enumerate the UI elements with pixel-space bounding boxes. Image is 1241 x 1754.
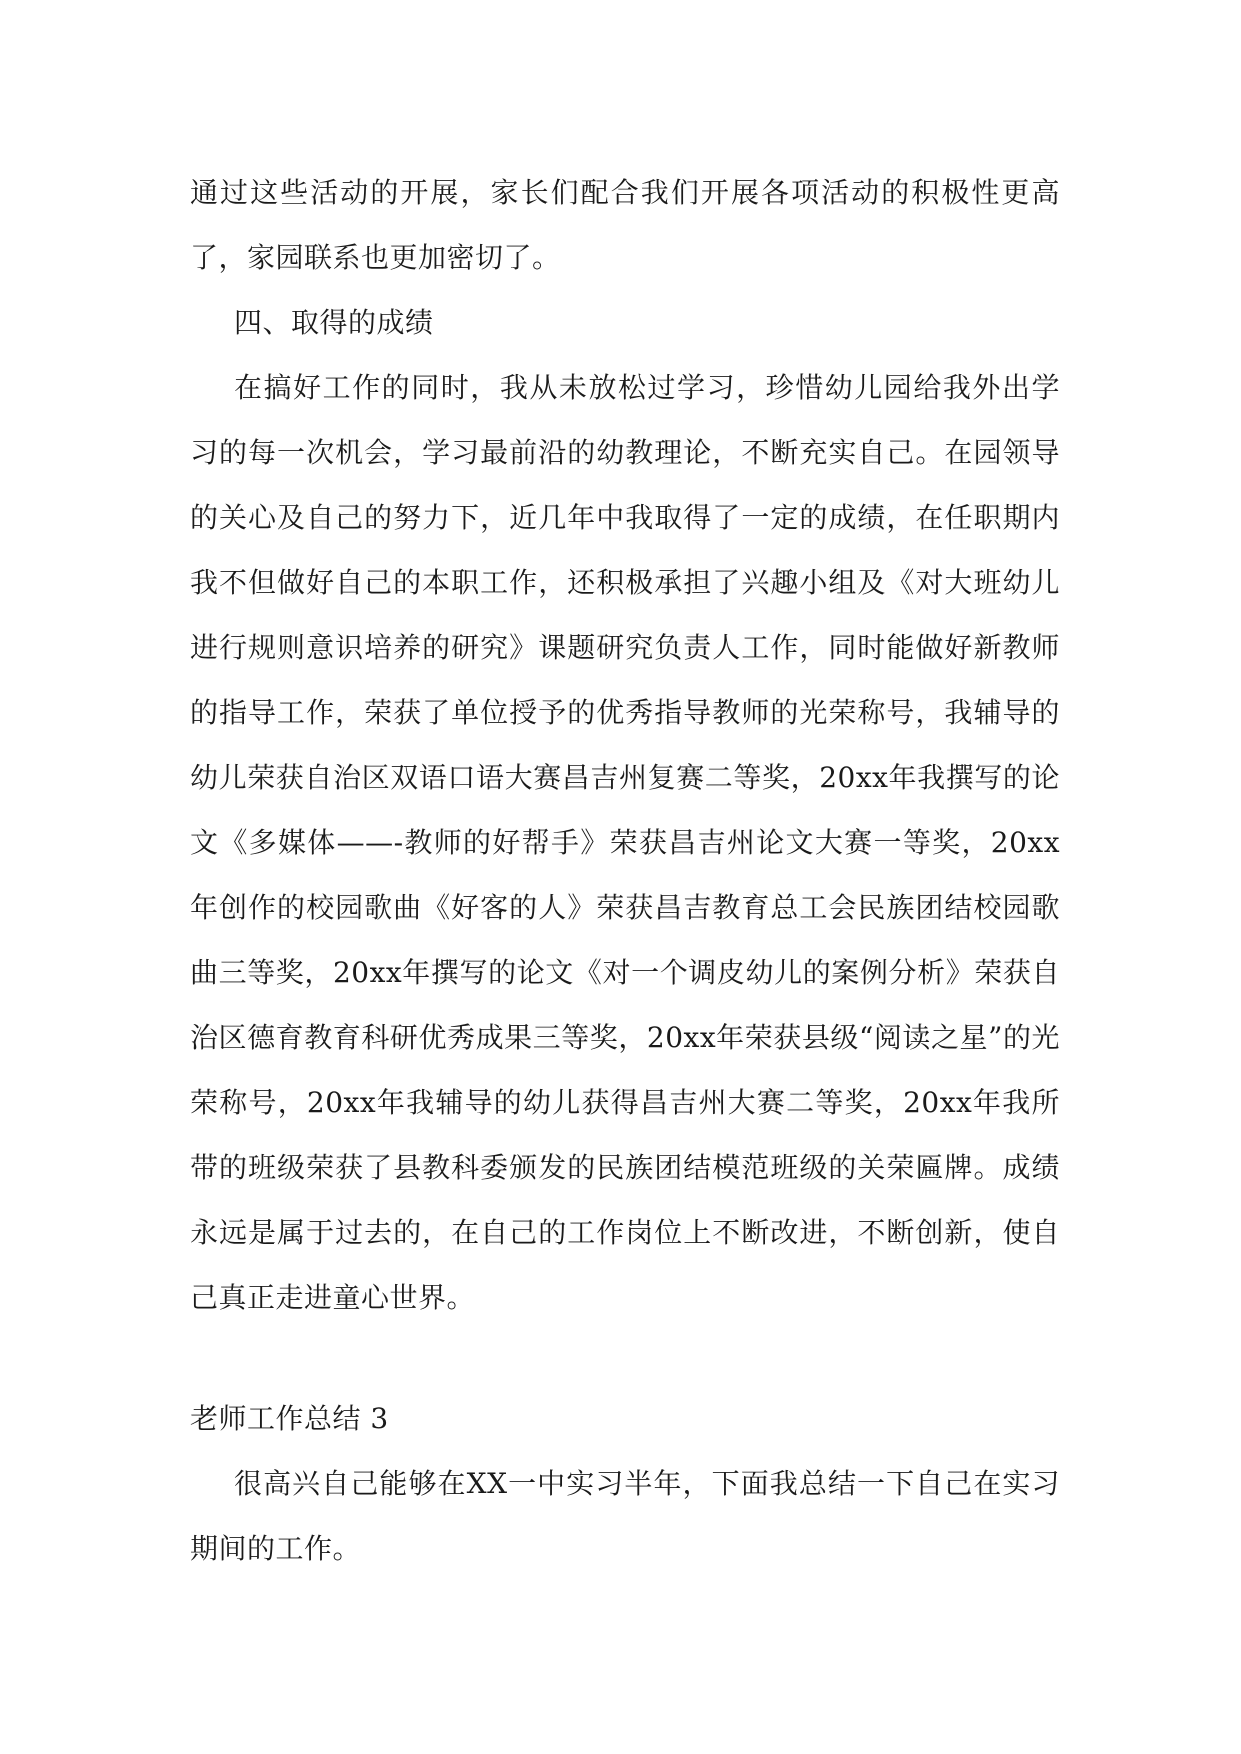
- paragraph-achievements: 在搞好工作的同时，我从未放松过学习，珍惜幼儿园给我外出学习的每一次机会，学习最前沿的幼教理论，不断充实自己。在园领导的关心及自己的努力下，近几年中我取得了一定的成绩，在任职期内我不但做好自己的本职工作，还积极承担了兴趣小组及《对大班幼儿进行规则意识培养的研究》课题研究负责人工作，同时能做好新教师的指导工作，荣获了单位授予的优秀指导教师的光荣称号，我辅导的幼儿荣获自治区双语口语大赛昌吉州复赛二等奖，20xx年我撰写的论文《多媒体——-教师的好帮手》荣获昌吉州论文大赛一等奖，20xx年创作的校园歌曲《好客的人》荣获昌吉教育总工会民族团结校园歌曲三等奖，20xx年撰写的论文《对一个调皮幼儿的案例分析》荣获自治区德育教育科研优秀成果三等奖，20xx年荣获县级“阅读之星”的光荣称号，20xx年我辅导的幼儿获得昌吉州大赛二等奖，20xx年我所带的班级荣获了县教科委颁发的民族团结模范班级的关荣匾牌。成绩永远是属于过去的，在自己的工作岗位上不断改进，不断创新，使自己真正走进童心世界。: [190, 371, 1060, 1314]
- section-title: 老师工作总结 3: [190, 1402, 389, 1435]
- paragraph-internship-intro: 很高兴自己能够在XX一中实习半年，下面我总结一下自己在实习期间的工作。: [190, 1467, 1060, 1565]
- document-page: [190, 160, 1060, 1581]
- paragraph-family-contact: 通过这些活动的开展，家长们配合我们开展各项活动的积极性更高了，家园联系也更加密切了。: [190, 176, 1060, 274]
- heading-achievements: 四、取得的成绩: [234, 306, 434, 339]
